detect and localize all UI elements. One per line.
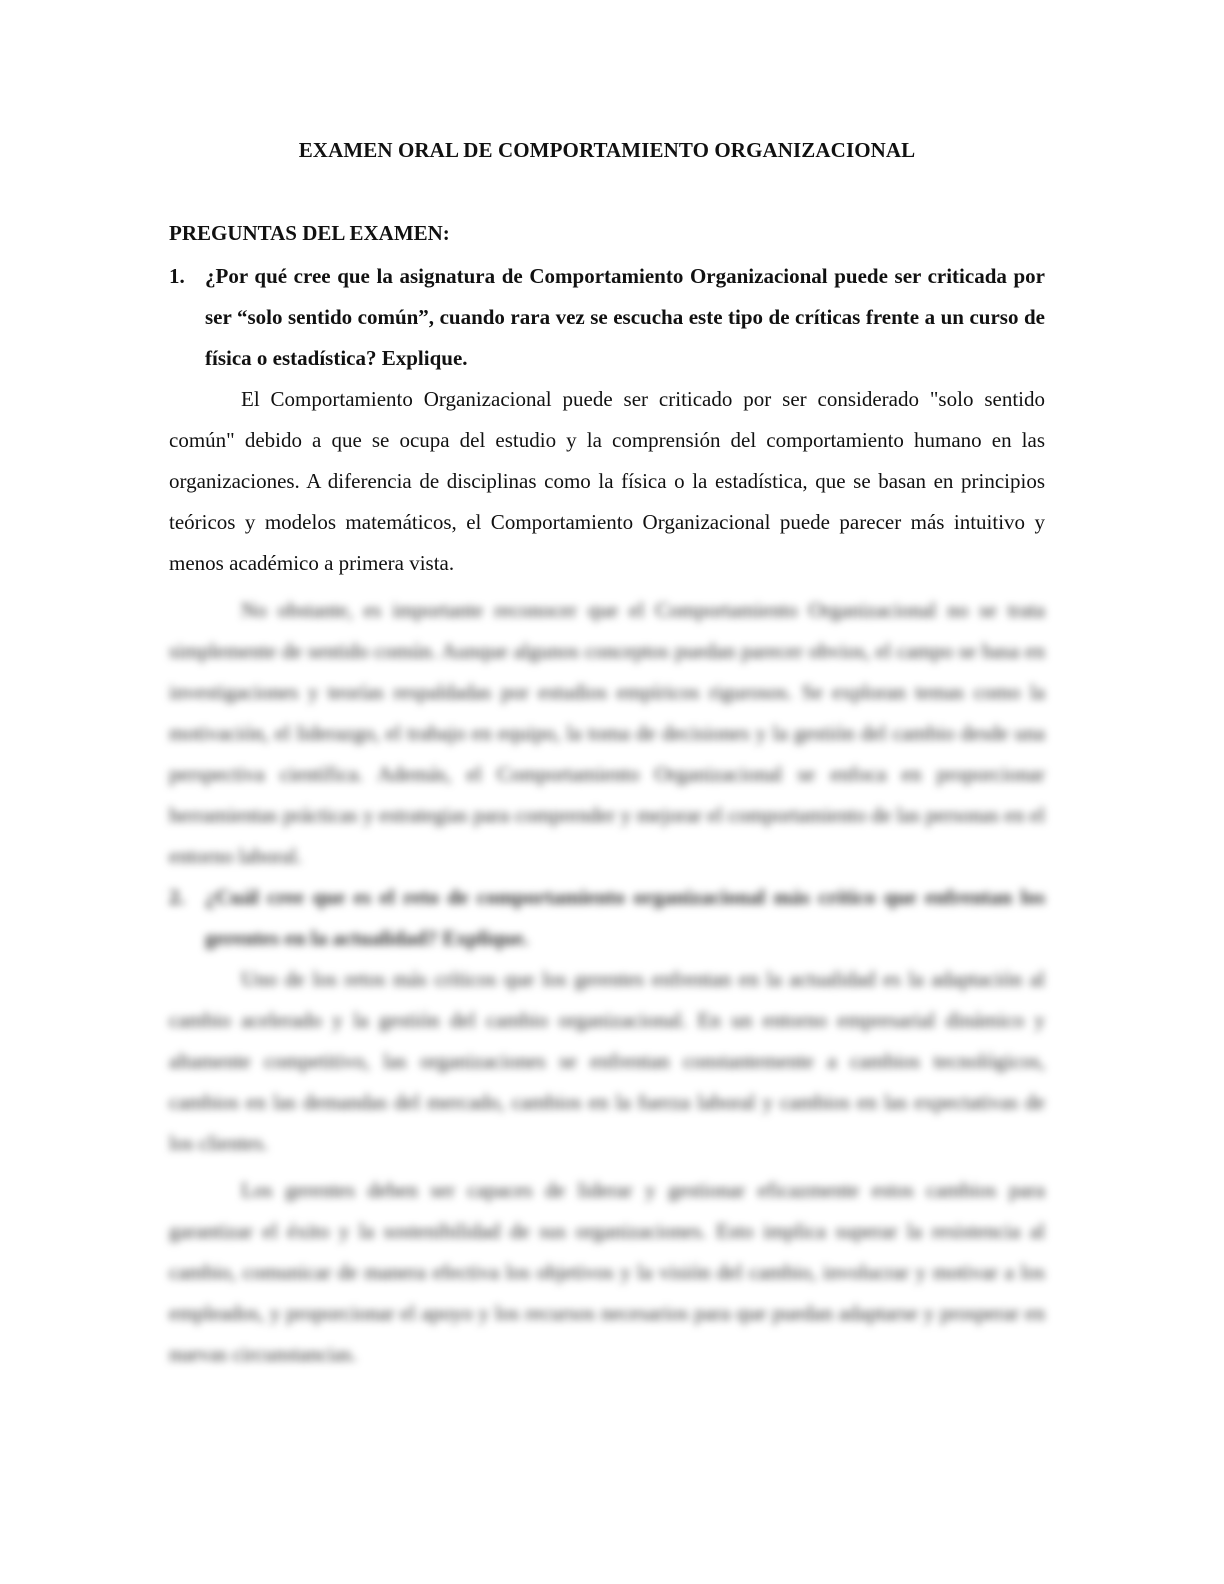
question-text: ¿Por qué cree que la asignatura de Comportamiento Organizacional puede ser criticada por ser “solo sentido común”, cuando rara vez se escucha este tipo de críticas frente a un curso de física o estadística? Explique. [205,264,1045,370]
question-number: 1. [169,264,185,288]
document-content [169,138,1045,1375]
question-number: 2. [169,885,185,909]
answer-paragraph: Uno de los retos más críticos que los gerentes enfrentan en la actualidad es la adaptación al cambio acelerado y la gestión del cambio organizacional. En un entorno empresarial dinámico y altamente competitivo, las organizaciones se enfrentan constantemente a cambios tecnológicos, cambios en las demandas del mercado, cambios en la fuerza laboral y cambios en las expectativas de los clientes. [169,967,1045,1155]
question-1 [169,256,1045,379]
answer-paragraph: Los gerentes deben ser capaces de liderar y gestionar eficazmente estos cambios para garantizar el éxito y la sostenibilidad de sus organizaciones. Esto implica superar la resistencia al cambio, comunicar de manera efectiva los objetivos y la visión del cambio, involucrar y motivar a los empleados, y proporcionar el apoyo y los recursos necesarios para que puedan adaptarse y prosperar en nuevas circunstancias. [169,1178,1045,1366]
question-2 [169,877,1045,959]
blurred-section [169,590,1045,1375]
answer-paragraph: El Comportamiento Organizacional puede ser criticado por ser considerado "solo sentido común" debido a que se ocupa del estudio y la comprensión del comportamiento humano en las organizaciones. A diferencia de disciplinas como la física o la estadística, que se basan en principios teóricos y modelos matemáticos, el Comportamiento Organizacional puede parecer más intuitivo y menos académico a primera vista. [169,387,1045,575]
answer-paragraph: No obstante, es importante reconocer que el Comportamiento Organizacional no se trata simplemente de sentido común. Aunque algunos conceptos puedan parecer obvios, el campo se basa en investigaciones y teorías respaldadas por estudios empíricos rigurosos. Se exploran temas como la motivación, el liderazgo, el trabajo en equipo, la toma de decisiones y la gestión del cambio desde una perspectiva científica. Además, el Comportamiento Organizacional se enfoca en proporcionar herramientas prácticas y estrategias para comprender y mejorar el comportamiento de las personas en el entorno laboral. [169,598,1045,868]
question-text: ¿Cuál cree que es el reto de comportamiento organizacional más crítico que enfrentan los gerentes en la actualidad? Explique. [205,885,1045,950]
document-title: EXAMEN ORAL DE COMPORTAMIENTO ORGANIZACIONAL [298,138,916,162]
section-label: PREGUNTAS DEL EXAMEN: [169,221,450,245]
